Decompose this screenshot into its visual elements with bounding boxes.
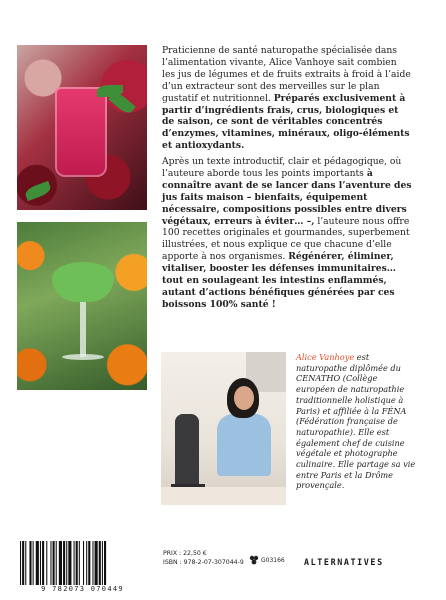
mint-leaf-shape [108, 90, 136, 116]
barcode [18, 541, 147, 587]
author-bio-text: est naturopathe diplômée du CENATHO (Collège européen de naturopathie traditionnelle holistique à Paris) et affiliée à la FÉNA (Fédération française de naturopathie). Elle est également chef de cuisine végétale et photographe culinaire. Elle partage sa vie entre Paris et la Drôme provençale. [296, 352, 416, 491]
publisher-logo: ALTERNATIVES [304, 557, 384, 567]
intro-paragraph-2 [162, 156, 412, 311]
intro-p2-bold-a: à connaître avant de se lancer dans l’aventure des jus faits maison – bienfaits, équipement nécessaire, compositions possibles entre divers végétaux, erreurs à éviter… –, [162, 167, 412, 227]
kitchen-counter-shape [161, 487, 286, 505]
intro-paragraph-1 [162, 45, 412, 152]
eco-label-text: G03166 [261, 556, 285, 564]
glass-stem-shape [80, 302, 86, 357]
leaf-cluster-icon [249, 555, 259, 565]
eco-label-logo [249, 555, 285, 565]
price-label: PRIX : 22,50 € [163, 550, 207, 557]
green-juice-glass-shape [52, 262, 114, 302]
juice-glass-shape [55, 87, 107, 177]
price-isbn-block [163, 550, 244, 567]
juicer-shape [175, 414, 199, 490]
pomegranate-juice-photo [17, 45, 147, 210]
intro-p2-plain-a: Après un texte introductif, clair et pédagogique, où l’auteure aborde tous les points importants [162, 156, 402, 179]
mint-leaf-shape [24, 181, 53, 201]
intro-p1-plain: Praticienne de santé naturopathe spécialisée dans l’alimentation vivante, Alice Vanhoye sait combien les jus de légumes et de fruits extraits à froid à l’aide d’un extracteur sont des merveilles sur le plan gustatif et nutritionnel. [162, 45, 411, 104]
green-juice-photo [17, 222, 147, 390]
author-shirt-shape [217, 414, 271, 476]
author-name: Alice Vanhoye [296, 352, 355, 362]
isbn-label: ISBN : 978-2-07-307044-9 [163, 558, 244, 566]
author-face-shape [234, 386, 254, 410]
intro-p2-bold-b: Régénérer, éliminer, vitaliser, booster les défenses immunitaires… tout en soulageant les intestins enflammés, autant d’actions bénéfiques générées par ces boissons 100% santé ! [162, 251, 396, 310]
glass-base-shape [62, 354, 104, 360]
intro-p1-bold: Préparés exclusivement à partir d’ingrédients frais, crus, biologiques et de saison, ce sont de véritables concentrés d’enzymes, vitamines, minéraux, oligo-éléments et antioxydants. [162, 92, 410, 152]
author-bio [296, 352, 416, 491]
author-portrait-photo [161, 352, 286, 505]
barcode-digits: 9 782073 070449 [41, 585, 124, 593]
intro-p2-plain-b: l’auteure nous offre 100 recettes originales et gourmandes, superbement illustrées, et nous explique ce que chacune d’elle apporte à nos organismes. [162, 215, 410, 263]
